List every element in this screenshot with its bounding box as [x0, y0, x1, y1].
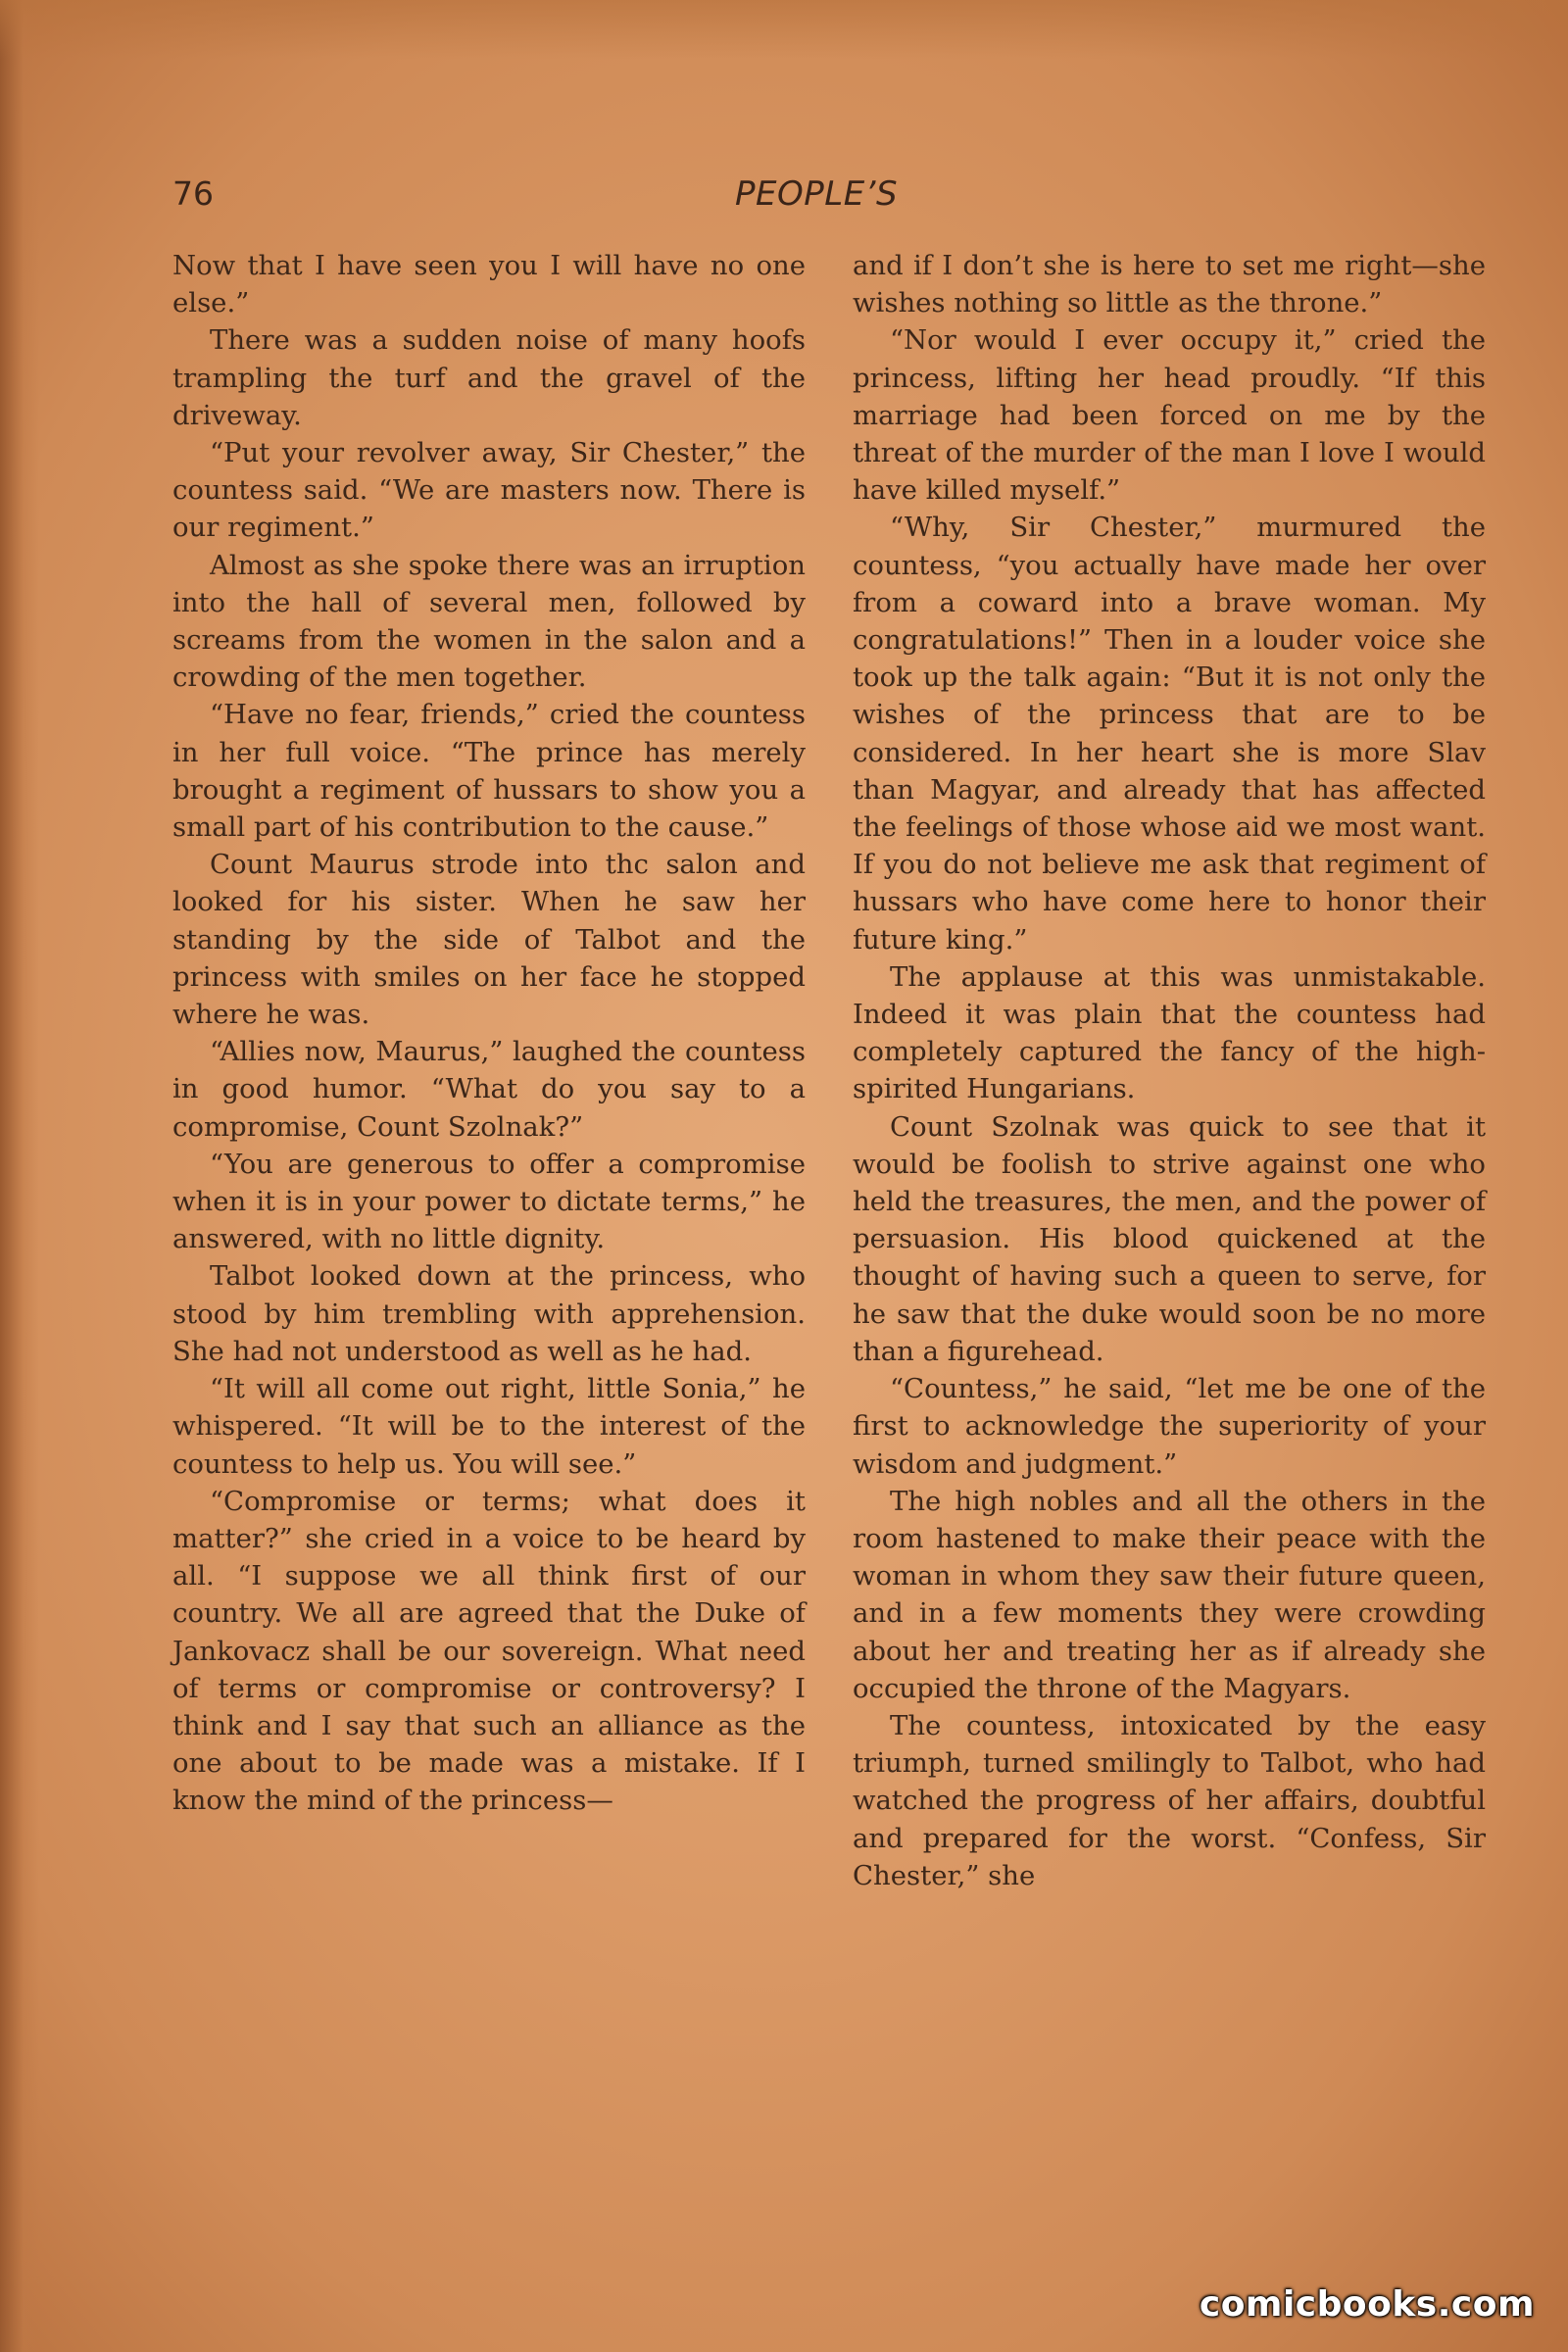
paragraph: “It will all come out right, little Sonia,” he whispered. “It will be to the interest of the countess to help us. You will see.” [172, 1373, 806, 1480]
page-header [172, 174, 1494, 223]
paragraph: The high nobles and all the others in the room hastened to make their peace with the woman in whom they saw their future queen, and in a few moments they were crowding about her and treating her as if already she occupied the throne of the Magyars. [853, 1485, 1486, 1704]
paragraph: “Why, Sir Chester,” murmured the countess, “you actually have made her over from a coward into a brave woman. My congratulations!” Then in a louder voice she took up the talk again: “But it is not only the wishes of the princess that are to be considered. In her heart she is more Slav than Magyar, and already that has affected the feelings of those whose aid we most want. If you do not believe me ask that regiment of hussars who have come here to honor their future king.” [853, 512, 1486, 956]
paragraph: “Put your revolver away, Sir Chester,” the countess said. “We are masters now. There is our regiment.” [172, 437, 806, 544]
paragraph: and if I don’t she is here to set me right—she wishes nothing so little as the throne.” [853, 250, 1486, 319]
paragraph: There was a sudden noise of many hoofs trampling the turf and the gravel of the driveway. [172, 324, 806, 431]
right-column [853, 247, 1486, 1894]
paragraph: “Compromise or terms; what does it matter?” she cried in a voice to be heard by all. “I suppose we all think first of our country. We all are agreed that the Duke of Jankovacz shall be our sovereign. What need of terms or compromise or controversy? I think and I say that such an alliance as the one about to be made was a mistake. If I know the mind of the princess— [172, 1485, 806, 1817]
left-column [172, 247, 806, 1820]
paragraph: Count Szolnak was quick to see that it would be foolish to strive against one who held the treasures, the men, and the power of persuasion. His blood quickened at the thought of having such a queen to serve, for he saw that the duke would soon be no more than a figurehead. [853, 1110, 1486, 1367]
paragraph: “You are generous to offer a compromise when it is in your power to dictate terms,” he answered, with no little dignity. [172, 1148, 806, 1255]
paragraph: The countess, intoxicated by the easy triumph, turned smilingly to Talbot, who had watched the progress of her affairs, doubtful and prepared for the worst. “Confess, Sir Chester,” she [853, 1709, 1486, 1891]
watermark: comicbooks.com [1199, 2284, 1535, 2325]
paragraph: “Allies now, Maurus,” laughed the countess in good humor. “What do you say to a compromise, Count Szolnak?” [172, 1036, 806, 1143]
running-title: PEOPLE’S [735, 174, 899, 214]
paragraph: Talbot looked down at the princess, who stood by him trembling with apprehension. She had not understood as well as he had. [172, 1260, 806, 1367]
page-top-shadow [0, 0, 1568, 59]
paragraph: “Have no fear, friends,” cried the countess in her full voice. “The prince has merely brought a regiment of hussars to show you a small part of his contribution to the cause.” [172, 699, 806, 844]
paragraph: The applause at this was unmistakable. Indeed it was plain that the countess had completely captured the fancy of the high-spirited Hungarians. [853, 960, 1486, 1105]
paragraph: Now that I have seen you I will have no one else.” [172, 250, 806, 319]
paragraph: Count Maurus strode into thc salon and looked for his sister. When he saw her standing by the side of Talbot and the princess with smiles on her face he stopped where he was. [172, 849, 806, 1031]
page-number: 76 [172, 174, 214, 213]
paragraph: “Nor would I ever occupy it,” cried the princess, lifting her head proudly. “If this marriage had been forced on me by the threat of the murder of the man I love I would have killed myself.” [853, 324, 1486, 507]
page-edge-shadow [0, 0, 39, 2352]
paragraph: Almost as she spoke there was an irruption into the hall of several men, followed by screams from the women in the salon and a crowding of the men together. [172, 549, 806, 694]
paragraph: “Countess,” he said, “let me be one of the first to acknowledge the superiority of your wisdom and judgment.” [853, 1373, 1486, 1480]
